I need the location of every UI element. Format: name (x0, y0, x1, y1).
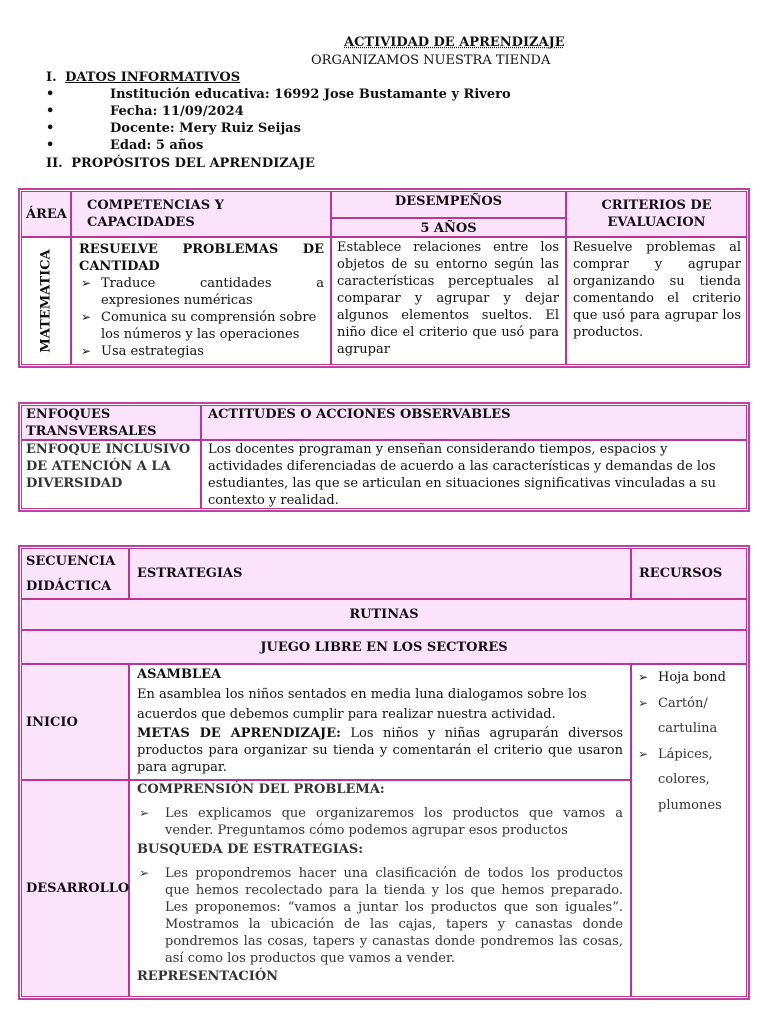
criterio-cell: Resuelve problemas al comprar y agrupar organizando su tienda comentando el criterio que usó para agrupar los productos. (566, 237, 747, 365)
busqueda-list (137, 865, 623, 967)
info-item: • Edad: 5 años (46, 138, 204, 153)
info-text: Edad: 5 años (110, 138, 204, 153)
header-enfoques: ENFOQUES TRANSVERSALES (21, 405, 201, 440)
info-text: Institución educativa: 16992 Jose Bustamante y Rivero (110, 87, 511, 102)
area-label: MATEMATICA (38, 249, 54, 353)
busqueda-title: BUSQUEDA DE ESTRATEGIAS: (137, 842, 364, 857)
comprension-title: COMPRENSIÓN DEL PROBLEMA: (137, 782, 385, 797)
header-desempenos: DESEMPEÑOS (331, 191, 566, 218)
rutinas-row: RUTINAS (21, 599, 747, 630)
busqueda-item: ➢ Les propondremos hacer una clasificación de todos los productos que hemos recolectado para la tienda y los que hemos preparado. Les proponemos: “vamos a juntar los productos que son iguales”. Mostramos la ubicación de las cajas, tapers y canastas donde pondremos las cosas, tapers y canastas donde pondremos las cosas, así como los productos que vamos a vender. (137, 865, 623, 967)
header-estrategias: ESTRATEGIAS (129, 548, 631, 599)
section-number: I. (46, 70, 57, 85)
desempeno-cell: Establece relaciones entre los objetos de su entorno según las características perceptuales al comparar y agrupar y dejar algunos elementos sueltos. El niño dice el criterio que usó para agrupar (331, 237, 566, 365)
section-heading-propositos (46, 155, 315, 172)
metas-text: Los niños y niñas agruparán diversos productos para organizar su tienda y comentarán el criterio que usaron para agrupar. (137, 726, 623, 775)
section-number: II. (46, 156, 63, 171)
header-actitudes: ACTITUDES O ACCIONES OBSERVABLES (201, 405, 747, 440)
header-area: ÁREA (21, 191, 71, 237)
capacidad-item: ➢ Usa estrategias (79, 343, 324, 360)
capacidad-item: ➢ Traduce cantidades a expresiones numéricas (79, 275, 324, 309)
asamblea-text: En asamblea los niños sentados en media luna dialogamos sobre los acuerdos que debemos cumplir para realizar nuestra actividad. (137, 687, 587, 722)
juego-libre-row: JUEGO LIBRE EN LOS SECTORES (21, 630, 747, 664)
actitud-cell: Los docentes programan y enseñan considerando tiempos, espacios y actividades diferenciadas de acuerdo a las características y demandas de los estudiantes, las que se articulan en situaciones significativas vinculadas a su contexto y realidad. (201, 440, 747, 509)
representacion-title: REPRESENTACIÓN (137, 969, 279, 984)
recursos-list (636, 665, 742, 818)
metas-label: METAS DE APRENDIZAJE: (137, 726, 341, 741)
enfoque-cell: ENFOQUE INCLUSIVO DE ATENCIÓN A LA DIVERSIDAD (21, 440, 201, 509)
header-secuencia: SECUENCIA DIDÁCTICA (21, 548, 129, 599)
competencia-title: RESUELVE PROBLEMAS DE CANTIDAD (79, 242, 324, 274)
recurso-item: ➢ Lápices, colores, plumones (636, 742, 742, 819)
header-edad: 5 AÑOS (331, 218, 566, 237)
info-text: Docente: Mery Ruiz Seijas (110, 121, 301, 136)
section-label: DATOS INFORMATIVOS (65, 70, 241, 85)
section-heading-datos (46, 69, 240, 86)
desarrollo-label-cell: DESARROLLO (21, 780, 129, 997)
recursos-cell (631, 664, 747, 997)
metas-paragraph (137, 725, 623, 776)
asamblea-title: ASAMBLEA (137, 667, 222, 682)
inicio-content-cell (129, 664, 631, 780)
info-list (46, 86, 646, 154)
info-item: • Institución educativa: 16992 Jose Bustamante y Rivero (46, 87, 511, 102)
inicio-label-cell: INICIO (21, 664, 129, 780)
area-cell (21, 237, 71, 365)
document-title: ACTIVIDAD DE APRENDIZAJE (344, 35, 565, 50)
competencias-cell (71, 237, 331, 365)
header-competencias: COMPETENCIAS Y CAPACIDADES (71, 191, 331, 237)
section-label: PROPÓSITOS DEL APRENDIZAJE (71, 156, 315, 171)
desarrollo-content-cell (129, 780, 631, 997)
capacidades-list (79, 275, 324, 360)
comprension-item: ➢ Les explicamos que organizaremos los productos que vamos a vender. Preguntamos cómo podemos agrupar esos productos (137, 805, 623, 839)
info-item: • Docente: Mery Ruiz Seijas (46, 121, 301, 136)
header-recursos: RECURSOS (631, 548, 747, 599)
document-subtitle: ORGANIZAMOS NUESTRA TIENDA (311, 53, 551, 68)
capacidad-item: ➢ Comunica su comprensión sobre los números y las operaciones (79, 309, 324, 343)
comprension-list (137, 805, 623, 839)
info-item: • Fecha: 11/09/2024 (46, 104, 244, 119)
recurso-item: ➢ Hoja bond (636, 665, 742, 691)
info-text: Fecha: 11/09/2024 (110, 104, 244, 119)
recurso-item: ➢ Cartón/ cartulina (636, 691, 742, 742)
header-criterios: CRITERIOS DE EVALUACION (566, 191, 747, 237)
